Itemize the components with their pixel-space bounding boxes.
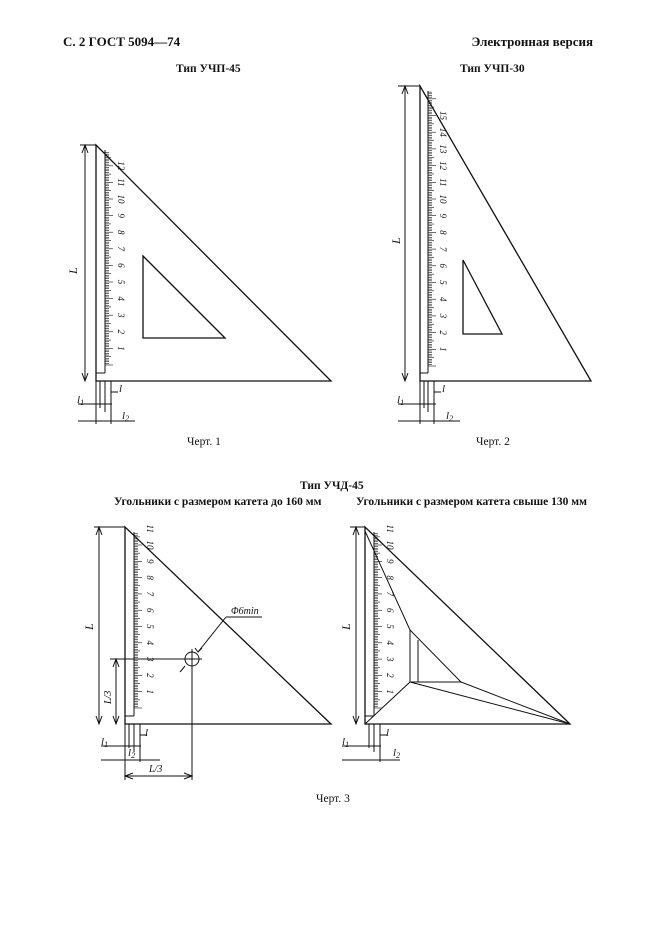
- fig1-ruler-number: 7: [116, 246, 126, 252]
- fig2-ruler-number: 1: [438, 347, 448, 352]
- fig2-ruler-number: 9: [438, 213, 448, 218]
- fig2-ruler-number: 6: [438, 263, 448, 269]
- fig3-right-ruler-number: 4: [385, 640, 395, 646]
- fig2-l1-label: l1: [397, 394, 405, 407]
- fig1-ruler-number: 2: [116, 329, 126, 335]
- fig3-title: Тип УЧД-45: [300, 480, 364, 492]
- fig3-subtitle-left: Угольники с размером катета до 160 мм: [114, 496, 322, 508]
- fig3-left-ruler-number: 6: [145, 607, 155, 613]
- fig3-left-l2-label: l2: [128, 747, 136, 760]
- fig2-ruler-number: 2: [438, 330, 448, 335]
- fig1-ruler-number: 9: [116, 213, 126, 218]
- fig3-right-triangle: [339, 525, 570, 762]
- fig3-right-ruler-number: 8: [385, 575, 395, 580]
- fig1-ruler-number: 8: [116, 229, 126, 235]
- fig3-right-ruler-number: 9: [385, 559, 395, 564]
- fig3-right-L-label: L: [339, 623, 353, 630]
- fig3-left-triangle: [82, 525, 331, 780]
- fig1-ruler-number: 12: [116, 161, 126, 171]
- fig3-right-ruler-number: 2: [385, 673, 395, 678]
- hole-label: Φ6min: [231, 606, 259, 617]
- fig2-l2-label: l2: [446, 410, 454, 423]
- fig3-subtitle-right: Угольники с размером катета свыше 130 мм: [356, 496, 587, 508]
- fig2-l-label: l: [442, 383, 446, 395]
- fig3-caption: Черт. 3: [316, 793, 350, 805]
- fig3-right-ruler-number: 10: [385, 540, 395, 550]
- fig1-ruler-number: 10: [116, 194, 126, 204]
- fig2-title: Тип УЧП-30: [460, 63, 525, 75]
- fig2-ruler-number: 13: [438, 144, 448, 154]
- fig3-L-label: L: [82, 623, 96, 630]
- fig1-L-label: L: [66, 267, 80, 274]
- fig3-right-ruler-number: 3: [385, 656, 395, 662]
- fig2-ruler-number: 11: [438, 178, 448, 187]
- fig3-right-ruler-number: 7: [385, 591, 395, 597]
- fig2-ruler-number: 10: [438, 194, 448, 204]
- fig2-ruler-number: 8: [438, 230, 448, 235]
- page-header-right: Электронная версия: [471, 34, 593, 49]
- fig1-triangle: [66, 145, 331, 424]
- fig3-left-l1-label: l1: [101, 736, 109, 749]
- fig1-ruler-number: 5: [116, 279, 126, 285]
- fig2-ruler-number: 4: [438, 296, 448, 302]
- fig3-left-ruler-number: 9: [145, 559, 155, 564]
- fig3-left-l-label: l: [145, 727, 149, 739]
- fig3-left-ruler-number: 8: [145, 575, 155, 580]
- fig2-ruler-number: 12: [438, 161, 448, 171]
- fig3-left-ruler-number: 1: [145, 689, 155, 694]
- fig3-left-ruler-number: 11: [145, 524, 155, 533]
- fig3-right-l2-label: l2: [393, 747, 401, 760]
- fig3-L3-horizontal-label: L/3: [149, 764, 163, 775]
- fig1-ruler-number: 11: [116, 178, 126, 187]
- fig1-l1-label: l1: [77, 394, 85, 407]
- fig2-ruler-number: 14: [438, 127, 448, 137]
- fig2-ruler-number: 3: [438, 313, 448, 319]
- fig1-ruler-number: 3: [116, 312, 126, 318]
- fig3-left-ruler-number: 5: [145, 624, 155, 629]
- fig3-L3-vertical-label: L/3: [103, 690, 114, 704]
- fig3-right-l-label: l: [386, 727, 390, 739]
- fig3-left-ruler-number: 4: [145, 640, 155, 646]
- fig1-title: Тип УЧП-45: [176, 63, 241, 75]
- fig2-caption: Черт. 2: [476, 436, 510, 448]
- page-header-left: С. 2 ГОСТ 5094—74: [63, 34, 181, 49]
- fig1-ruler-number: 6: [116, 263, 126, 268]
- fig3-right-ruler-number: 1: [385, 689, 395, 694]
- fig3-left-ruler-number: 3: [145, 656, 155, 662]
- fig3-right-ruler-number: 5: [385, 624, 395, 629]
- fig2-ruler-number: 15: [438, 111, 448, 120]
- fig2-L-label: L: [389, 237, 403, 244]
- fig2-ruler-number: 7: [438, 246, 448, 252]
- fig1-ruler-number: 1: [116, 346, 126, 351]
- fig1-ruler-number: 4: [116, 296, 126, 301]
- fig3-right-ruler-number: 11: [385, 524, 395, 533]
- fig2-ruler-number: 5: [438, 280, 448, 285]
- fig2-triangle: [389, 86, 591, 424]
- fig1-l2-label: l2: [122, 410, 130, 423]
- fig1-l-label: l: [119, 383, 123, 395]
- fig3-left-ruler-number: 7: [145, 591, 155, 597]
- fig1-caption: Черт. 1: [187, 436, 221, 448]
- fig3-left-ruler-number: 10: [145, 540, 155, 550]
- fig3-left-ruler-number: 2: [145, 673, 155, 678]
- fig3-right-ruler-number: 6: [385, 607, 395, 613]
- fig3-right-l1-label: l1: [342, 736, 350, 749]
